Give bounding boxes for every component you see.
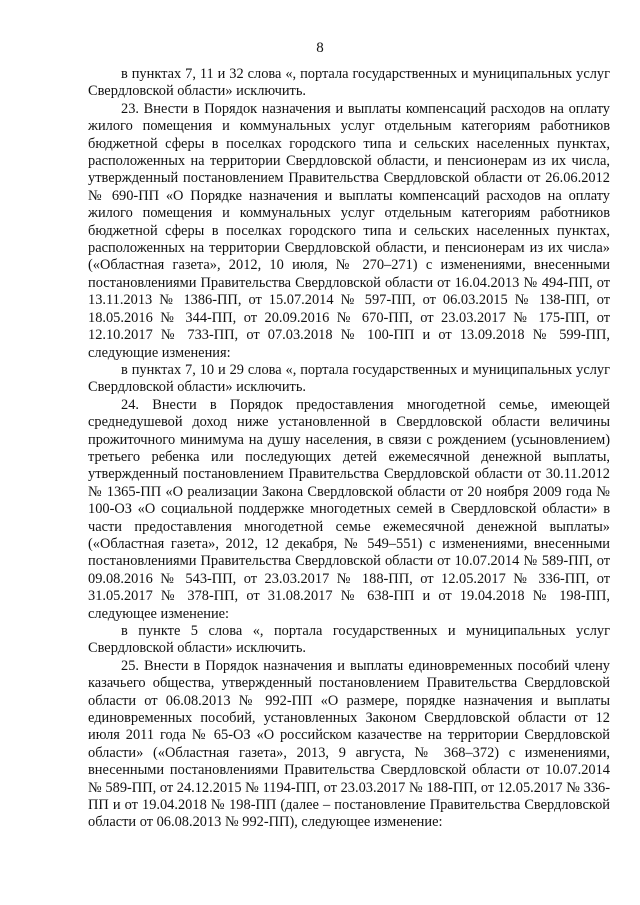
page-number: 8 bbox=[316, 40, 324, 56]
paragraph-item-24: 24. Внести в Порядок предоставления многодетной семье, имеющей среднедушевой доход ниже установленной в Свердловской области величины прожиточного минимума на душу населения, в связи с рождением (усыновлением) третьего ребенка или последующих детей ежемесячной денежной выплаты, утвержденный постановлением Правительства Свердловской области от 30.11.2012 № 1365-ПП «О реализации Закона Свердловской области от 20 ноября 2009 года № 100-ОЗ «О социальной поддержке многодетных семей в Свердловской области» в части предоставления многодетной семье ежемесячной денежной выплаты» («Областная газета», 2012, 12 декабря, № 549–551) с изменениями, внесенными постановлениями Правительства Свердловской области от 10.07.2014 № 589-ПП, от 09.08.2016 № 543-ПП, от 23.03.2017 № 188-ПП, от 12.05.2017 № 336-ПП, от 31.05.2017 № 378-ПП, от 31.08.2017 № 638-ПП и от 19.04.2018 № 198-ПП, следующее изменение: bbox=[88, 396, 610, 622]
paragraph-1: в пунктах 7, 11 и 32 слова «, портала государственных и муниципальных услуг Свердловской области» исключить. bbox=[88, 66, 610, 100]
document-body bbox=[88, 66, 610, 832]
paragraph-item-23: 23. Внести в Порядок назначения и выплаты компенсаций расходов на оплату жилого помещения и коммунальных услуг отдельным категориям работников бюджетной сферы в поселках городского типа и сельских населенных пунктах, расположенных на территории Свердловской области, и пенсионерам из их числа, утвержденный постановлением Правительства Свердловской области от 26.06.2012 № 690-ПП «О Порядке назначения и выплаты компенсаций расходов на оплату жилого помещения и коммунальных услуг отдельным категориям работников бюджетной сферы в поселках городского типа и сельских населенных пунктах, расположенных на территории Свердловской области, и пенсионерам из их числа» («Областная газета», 2012, 10 июля, № 270–271) с изменениями, внесенными постановлениями Правительства Свердловской области от 16.04.2013 № 494-ПП, от 13.11.2013 № 1386-ПП, от 15.07.2014 № 597-ПП, от 06.03.2015 № 138-ПП, от 18.05.2016 № 344-ПП, от 20.09.2016 № 670-ПП, от 23.03.2017 № 175-ПП, от 12.10.2017 № 733-ПП, от 07.03.2018 № 100-ПП и от 13.09.2018 № 599-ПП, следующие изменения: bbox=[88, 100, 610, 361]
paragraph-3: в пунктах 7, 10 и 29 слова «, портала государственных и муниципальных услуг Свердловской области» исключить. bbox=[88, 361, 610, 396]
paragraph-item-25: 25. Внести в Порядок назначения и выплаты единовременных пособий члену казачьего общества, утвержденный постановлением Правительства Свердловской области от 06.08.2013 № 992-ПП «О размере, порядке назначения и выплаты единовременных пособий, установленных Законом Свердловской области от 12 июля 2011 года № 65-ОЗ «О российском казачестве на территории Свердловской области» («Областная газета», 2013, 9 августа, № 368–372) с изменениями, внесенными постановлениями Правительства Свердловской области от 10.07.2014 № 589-ПП, от 24.12.2015 № 1194-ПП, от 23.03.2017 № 188-ПП, от 12.05.2017 № 336-ПП и от 19.04.2018 № 198-ПП (далее – постановление Правительства Свердловской области от 06.08.2013 № 992-ПП), следующее изменение: bbox=[88, 657, 610, 831]
paragraph-5: в пункте 5 слова «, портала государственных и муниципальных услуг Свердловской области» исключить. bbox=[88, 623, 610, 657]
